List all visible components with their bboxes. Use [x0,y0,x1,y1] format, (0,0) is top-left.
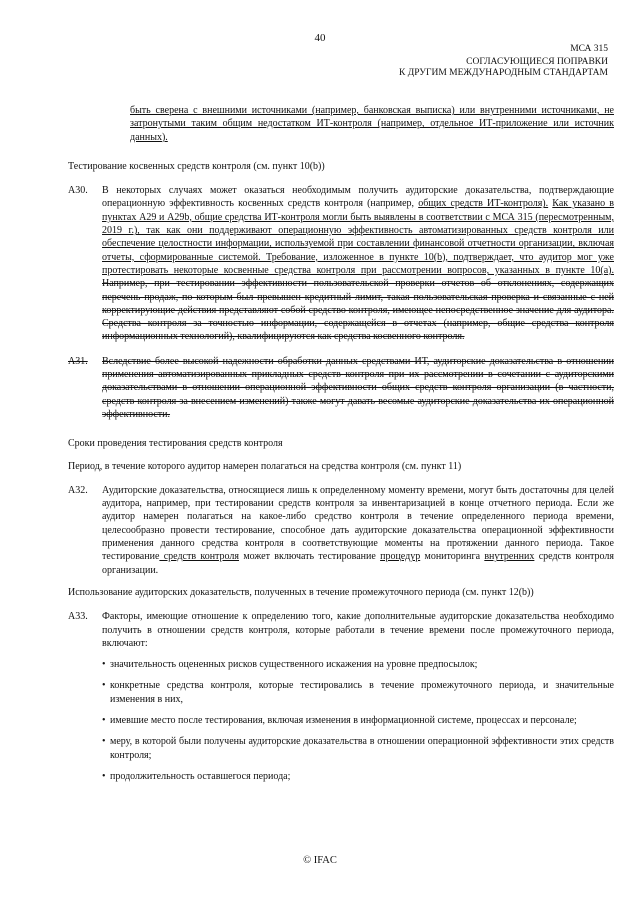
underlined-text: Как указано в пунктах A29 и A29b, общие средства ИТ-контроля могли быть выявлены в соответствии с МСА 315 (пересмотренным, 2019 г.), так как они поддерживают операционную эффективность автоматизированных средств контроля или обеспечение целостности информации, используемой при составлении финансовой отчетности организации, включая отчеты, сформированные системой. Требование, изложенное в пункте 10(b), подтверждает, что аудитор мог уже протестировать некоторые косвенные средства контроля при рассмотрении вопросов, указанных в пункте 10(a). [102,198,615,276]
bullet-icon: • [102,680,106,692]
bullet-text: имевшие место после тестирования, включая изменения в информационной системе, процессах и персонале; [110,714,577,726]
bullet-item [102,658,614,671]
paragraph-number: A32. [68,484,88,496]
footer-copyright: © IFAC [303,855,337,866]
subsection-heading: Период, в течение которого аудитор намерен полагаться на средства контроля (см. пункт 11) [68,460,462,472]
text: В некоторых случаях может оказаться необходимым получить аудиторские доказательства, подтверждающие операционную эффективность косвенных средств контроля (например, [102,185,614,210]
section-heading: Тестирование косвенных средств контроля (см. пункт 10(b)) [68,160,325,172]
paragraph-number: A31. [68,355,88,367]
page-content [68,104,614,783]
paragraph-body [102,355,614,421]
underlined-text: процедур [380,551,421,563]
paragraph-a32 [68,484,614,577]
paragraph-a30 [68,184,614,344]
page-number: 40 [314,32,326,44]
underlined-text: внутренних [484,551,535,563]
paragraph-a33 [68,610,614,650]
bullet-icon: • [102,736,106,748]
bullet-text: меру, в которой были получены аудиторские доказательства в отношении операционной эффективности этих средств контроля; [110,736,614,761]
bullet-icon: • [102,714,106,726]
text: средств контроля организации. [102,551,615,576]
running-header [399,57,608,79]
bullet-text: продолжительность оставшегося периода; [110,770,291,782]
paragraph-a31 [68,355,614,421]
underlined-text: быть сверена с внешними источниками (например, банковская выписка) или внутренними источниками, не затронутыми таким общим недостатком ИТ-контроля (например, отдельное ИТ-приложение или источник данных). [130,105,614,143]
bullet-item [102,735,614,762]
bullet-item [102,679,614,706]
text: Аудиторские доказательства, относящиеся лишь к определенному моменту времени, могут быть достаточны для целей аудитора, например, при тестировании средств контроля за инвентаризацией в конце отчетного периода. Если же аудитор намерен полагаться на какое-либо средство контроля в течение определенного периода времени, целесообразно провести тестирование, способное дать аудиторские доказательства операционной эффективности применения данного средства контроля в соответствующие моменты на протяжении данного периода. Такое тестирование [102,484,614,563]
intro-paragraph [130,104,614,144]
text: мониторинга [420,551,485,563]
paragraph-body: Факторы, имеющие отношение к определению того, какие дополнительные аудиторские доказательства необходимо получить в отношении средств контроля, которые работали в течение времени после промежуточного периода, включают: [102,611,614,649]
paragraph-body [102,484,614,577]
running-header-line-2: К ДРУГИМ МЕЖДУНАРОДНЫМ СТАНДАРТАМ [399,68,608,78]
section-heading: Сроки проведения тестирования средств контроля [68,438,283,450]
bullet-text: значительность оцененных рисков существенного искажения на уровне предпосылок; [110,659,478,671]
paragraph-body [102,184,614,344]
text: может включать тестирование [239,551,381,563]
bullet-icon: • [102,659,106,671]
bullet-icon: • [102,770,106,782]
deleted-text: Например, при тестировании эффективности пользовательской проверки отчетов об отклонениях, содержащих перечень продаж, по которым был превышен кредитный лимит, такая пользовательская проверка и связанные с ней корректирующие действия представляют собой средство контроля, имеющее непосредственное значение для аудитора. Средства контроля за точностью информации, содержащейся в отчетах (например, общие средства контроля информационных технологий), квалифицируются как средства косвенного контроля. [102,278,614,343]
deleted-text: Вследствие более высокой надежности обработки данных средствами ИТ, аудиторские доказательства в отношении применения автоматизированных прикладных средств контроля при их рассмотрении в сочетании с аудиторскими доказательствами в отношении операционной эффективности общих средств контроля организации (в частности, средств контроля за внесением изменений) также могут давать весомые аудиторские доказательства их операционной эффективности. [102,355,614,420]
underlined-text: средств контроля [159,551,240,563]
standard-code: МСА 315 [570,44,608,54]
paragraph-number: A30. [68,185,88,197]
underlined-text: общих средств ИТ-контроля). [418,198,549,210]
bullet-item [102,770,614,783]
bullet-item [102,714,614,727]
running-header-line-1: СОГЛАСУЮЩИЕСЯ ПОПРАВКИ [466,57,608,67]
bullet-text: конкретные средства контроля, которые тестировались в течение промежуточного периода, и значительные изменения в них, [110,680,614,705]
subsection-heading: Использование аудиторских доказательств, полученных в течение промежуточного периода (см. пункт 12(b)) [68,586,534,598]
paragraph-number: A33. [68,611,88,623]
